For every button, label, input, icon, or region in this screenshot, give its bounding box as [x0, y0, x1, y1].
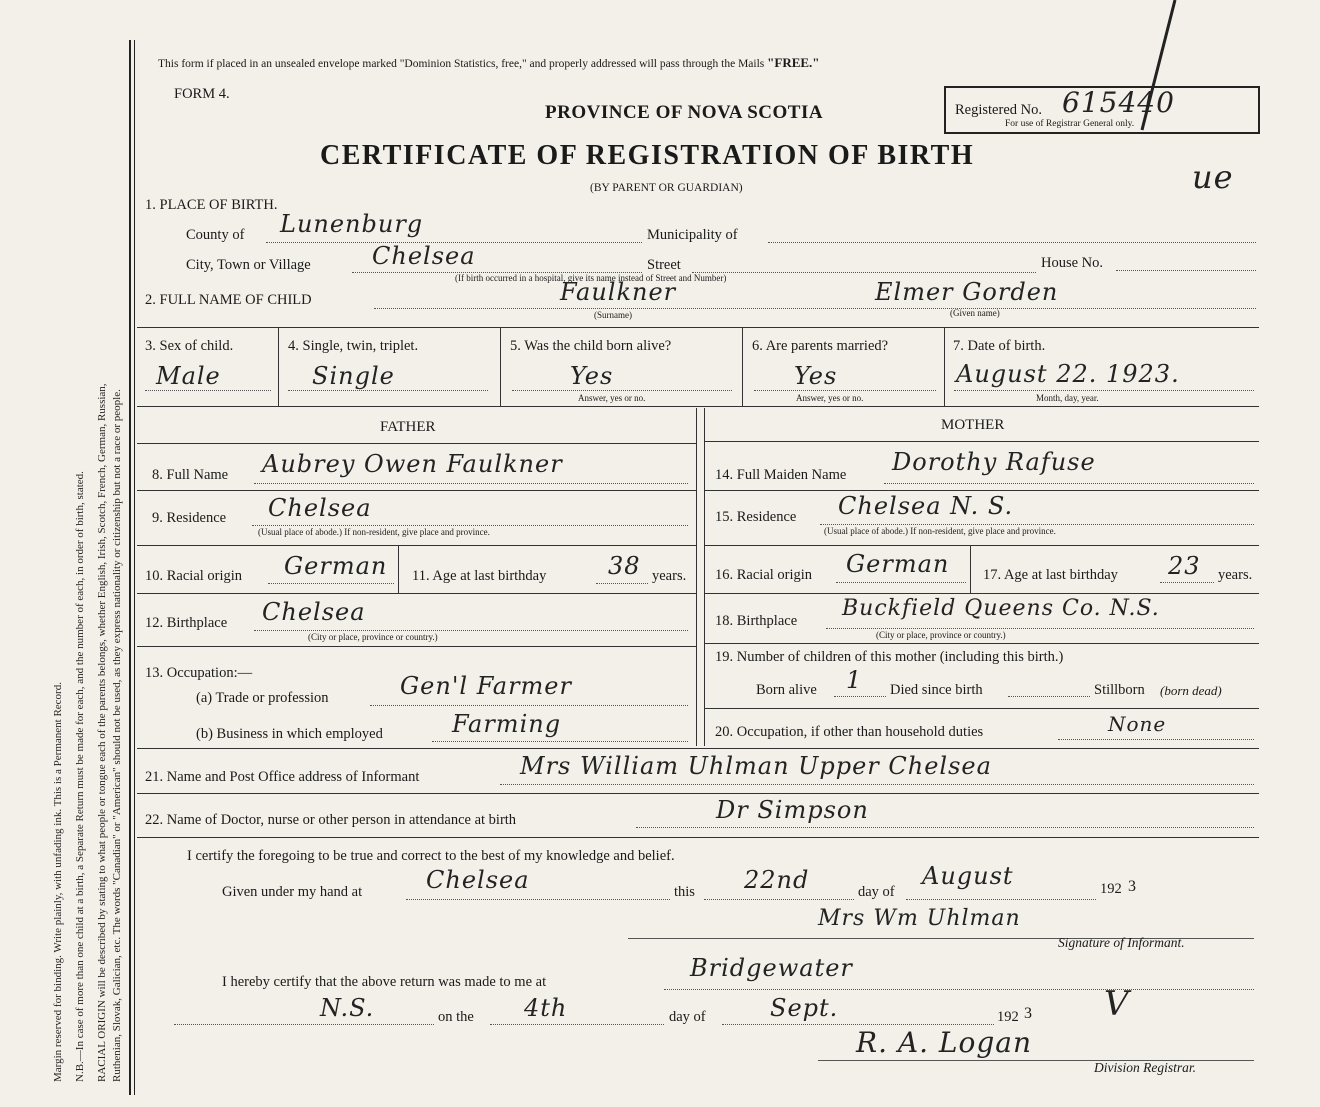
father-mother-divider-2 [704, 408, 705, 746]
doctor-value: Dr Simpson [716, 796, 869, 824]
child-name-line [374, 308, 1256, 309]
father-name-line [254, 483, 688, 484]
registrar-month-value: Sept. [770, 994, 839, 1022]
father-business-value: Farming [452, 710, 562, 738]
father-age-value: 38 [608, 552, 641, 580]
div-5-6 [742, 328, 743, 406]
registered-number: 615440 [1062, 86, 1175, 119]
mother-heading: MOTHER [941, 417, 1005, 433]
child-name-label: 2. FULL NAME OF CHILD [145, 292, 312, 308]
given-place-value: Chelsea [426, 866, 530, 894]
father-trade-label: (a) Trade or profession [196, 690, 329, 706]
born-alive-value: Yes [570, 362, 614, 390]
father-occupation-label: 13. Occupation:— [145, 665, 253, 681]
father-name-label: 8. Full Name [152, 467, 229, 483]
doctor-line [636, 827, 1254, 828]
surname-caption: (Surname) [594, 310, 632, 320]
rule-21-top [137, 748, 1259, 749]
registrar-on-the-label: on the [438, 1009, 474, 1025]
registrar-year-digit: 3 [1024, 1005, 1032, 1022]
street-line [692, 272, 1036, 273]
child-surname: Faulkner [560, 278, 677, 306]
mother-rule-16 [704, 593, 1259, 594]
father-residence-line [252, 525, 688, 526]
municipality-label: Municipality of [647, 227, 738, 243]
margin-rule-inner [134, 40, 135, 1095]
certificate-subtitle: (BY PARENT OR GUARDIAN) [590, 182, 743, 194]
informant-line [500, 784, 1254, 785]
registrar-place-line [664, 989, 1254, 990]
father-trade-line [370, 705, 688, 706]
div-6-7 [944, 328, 945, 406]
father-birthplace-caption: (City or place, province or country.) [308, 632, 438, 642]
this-label: this [674, 884, 695, 900]
informant-signature: Mrs Wm Uhlman [818, 906, 1021, 931]
given-year-digit: 3 [1128, 878, 1136, 895]
mother-abode-caption: (Usual place of abode.) If non-resident, give place and province. [824, 526, 1056, 536]
given-day-line [704, 899, 854, 900]
margin-note-racial-origin-cont: Ruthenian, Slovak, Galician, etc. The words "Canadian" or "American" should not be used, as they express nationality or citizenship but not a race or people. [111, 389, 123, 1082]
mother-children-label: 19. Number of children of this mother (including this birth.) [715, 649, 1064, 665]
died-line [1008, 696, 1090, 697]
informant-label: 21. Name and Post Office address of Informant [145, 769, 420, 785]
form-number: FORM 4. [174, 86, 230, 102]
sex-line [145, 390, 271, 391]
father-rule-9 [137, 545, 696, 546]
corner-pen-stroke [1120, 0, 1180, 140]
mother-birthplace-line [826, 628, 1254, 629]
child-given-name: Elmer Gorden [875, 278, 1059, 306]
father-birthplace-label: 12. Birthplace [145, 615, 228, 631]
father-racial-value: German [284, 552, 388, 580]
informant-signature-caption: Signature of Informant. [1058, 935, 1185, 950]
mother-residence-value: Chelsea N. S. [838, 492, 1014, 520]
county-value: Lunenburg [280, 210, 424, 238]
parents-married-label: 6. Are parents married? [752, 338, 889, 354]
certificate-title: CERTIFICATE OF REGISTRATION OF BIRTH [320, 140, 975, 171]
doctor-label: 22. Name of Doctor, nurse or other person in attendance at birth [145, 812, 517, 828]
father-heading-rule [137, 443, 696, 444]
registrar-place-value: Bridgewater [690, 954, 853, 982]
father-rule-10 [137, 593, 696, 594]
div-4-5 [500, 328, 501, 406]
city-value: Chelsea [372, 242, 476, 270]
father-age-line [596, 583, 648, 584]
mother-age-line [1160, 582, 1214, 583]
registrar-signature: R. A. Logan [856, 1026, 1033, 1059]
registrar-province-line [174, 1024, 434, 1025]
stillborn-caption: (born dead) [1160, 683, 1222, 698]
mother-age-label: 17. Age at last birthday [983, 567, 1118, 583]
plurality-value: Single [312, 362, 395, 390]
mother-rule-14 [704, 490, 1259, 491]
mother-heading-rule [704, 441, 1259, 442]
parents-married-value: Yes [794, 362, 838, 390]
margin-note-binding: Margin reserved for binding. Write plainly, with unfading ink. This is a Permanent Record. [52, 682, 64, 1082]
postal-notice: This form if placed in an unsealed envelope marked "Dominion Statistics, free," and properly addressed will pass through the Mails "FREE." [158, 55, 820, 70]
father-heading: FATHER [380, 419, 436, 435]
div-3-4 [278, 328, 279, 406]
father-racial-line [268, 583, 394, 584]
mother-birthplace-caption: (City or place, province or country.) [876, 630, 1006, 640]
given-name-caption: (Given name) [950, 308, 1000, 318]
mother-birthplace-value: Buckfield Queens Co. N.S. [842, 596, 1160, 621]
rule-row3-top [137, 327, 1259, 328]
informant-value: Mrs William Uhlman Upper Chelsea [520, 752, 992, 780]
father-birthplace-line [254, 630, 688, 631]
given-month-line [906, 899, 1096, 900]
house-number-label: House No. [1041, 255, 1104, 271]
sex-value: Male [156, 362, 221, 390]
city-label: City, Town or Village [186, 257, 311, 273]
father-trade-value: Gen'l Farmer [400, 672, 572, 700]
father-residence-label: 9. Residence [152, 510, 227, 526]
father-mother-divider [696, 408, 697, 746]
mother-name-value: Dorothy Rafuse [892, 448, 1096, 476]
mother-racial-age-divider [970, 546, 971, 593]
registrar-day-line [490, 1024, 664, 1025]
died-label: Died since birth [890, 682, 983, 698]
hospital-note: (If birth occurred in a hospital, give its name instead of Street and Number) [455, 273, 727, 283]
father-racial-age-divider [398, 546, 399, 593]
born-alive-count-value: 1 [846, 666, 863, 694]
father-business-label: (b) Business in which employed [196, 726, 383, 742]
given-day-of-label: day of [858, 884, 895, 900]
province-heading: PROVINCE OF NOVA SCOTIA [545, 102, 824, 123]
stillborn-label: Stillborn [1094, 682, 1145, 698]
father-birthplace-value: Chelsea [262, 598, 366, 626]
certify-statement: I certify the foregoing to be true and correct to the best of my knowledge and belief. [187, 848, 675, 864]
mother-occupation-line [1058, 739, 1254, 740]
margin-note-multiple-births: N.B.—In case of more than one child at a birth, a Separate Return must be made for each, and the number of each, in order of birth, stated. [74, 471, 86, 1082]
mother-birthplace-label: 18. Birthplace [715, 613, 798, 629]
registrar-caption: Division Registrar. [1094, 1060, 1197, 1075]
born-alive-line [512, 390, 732, 391]
margin-note-racial-origin: RACIAL ORIGIN will be described by stating to what people or tongue each of the parents belongs, whether English, Irish, Scotch, French, German, Russian, [96, 383, 108, 1082]
mother-racial-value: German [846, 550, 950, 578]
mother-name-line [884, 483, 1254, 484]
mother-racial-line [836, 582, 966, 583]
father-name-value: Aubrey Owen Faulkner [262, 450, 563, 478]
corner-annotation: ue [1192, 158, 1234, 196]
rule-22-top [137, 793, 1259, 794]
registrar-statement: I hereby certify that the above return was made to me at [222, 974, 547, 990]
dob-line [954, 390, 1254, 391]
born-alive-count-line [834, 696, 886, 697]
plurality-label: 4. Single, twin, triplet. [288, 338, 419, 354]
father-racial-label: 10. Racial origin [145, 568, 243, 584]
dob-label: 7. Date of birth. [953, 338, 1046, 354]
rule-22-bottom [137, 837, 1259, 838]
father-residence-value: Chelsea [268, 494, 372, 522]
registrar-day-of-label: day of [669, 1009, 706, 1025]
parents-married-caption: Answer, yes or no. [796, 393, 864, 403]
street-label: Street [647, 257, 681, 273]
given-day-value: 22nd [744, 866, 810, 894]
born-alive-count-label: Born alive [756, 682, 817, 698]
born-alive-caption: Answer, yes or no. [578, 393, 646, 403]
given-place-line [406, 899, 670, 900]
dob-value: August 22. 1923. [956, 360, 1180, 388]
father-rule-8 [137, 490, 696, 491]
sex-label: 3. Sex of child. [145, 338, 234, 354]
father-years-label: years. [652, 568, 687, 584]
registrar-year-prefix: 192 [997, 1009, 1019, 1025]
given-year-prefix: 192 [1100, 881, 1122, 897]
registrar-note: For use of Registrar General only. [1005, 119, 1135, 129]
dob-caption: Month, day, year. [1036, 393, 1099, 403]
father-rule-12 [137, 646, 696, 647]
father-abode-caption: (Usual place of abode.) If non-resident, give place and province. [258, 527, 490, 537]
mother-racial-label: 16. Racial origin [715, 567, 813, 583]
rule-row3-bottom [137, 406, 1259, 407]
father-business-line [432, 741, 688, 742]
born-alive-label: 5. Was the child born alive? [510, 338, 672, 354]
municipality-line [768, 242, 1256, 243]
registrar-month-line [722, 1024, 994, 1025]
given-month-value: August [922, 862, 1014, 890]
father-age-label: 11. Age at last birthday [412, 568, 547, 584]
mother-name-label: 14. Full Maiden Name [715, 467, 847, 483]
registered-label: Registered No. [955, 102, 1042, 118]
mother-occupation-value: None [1108, 712, 1167, 736]
mother-rule-19 [704, 708, 1259, 709]
mother-residence-line [820, 524, 1254, 525]
registrar-check-mark: V [1104, 984, 1130, 1024]
place-of-birth-heading: 1. PLACE OF BIRTH. [145, 197, 278, 213]
house-number-line [1116, 270, 1256, 271]
mother-age-value: 23 [1168, 552, 1201, 580]
given-under-label: Given under my hand at [222, 884, 363, 900]
county-label: County of [186, 227, 245, 243]
mother-residence-label: 15. Residence [715, 509, 797, 525]
plurality-line [288, 390, 488, 391]
registrar-province-value: N.S. [320, 994, 375, 1022]
mother-occupation-label: 20. Occupation, if other than household duties [715, 724, 984, 740]
margin-rule [129, 40, 131, 1095]
registrar-day-value: 4th [524, 994, 568, 1022]
mother-years-label: years. [1218, 567, 1253, 583]
mother-rule-15 [704, 545, 1259, 546]
mother-rule-18 [704, 643, 1259, 644]
parents-married-line [754, 390, 936, 391]
